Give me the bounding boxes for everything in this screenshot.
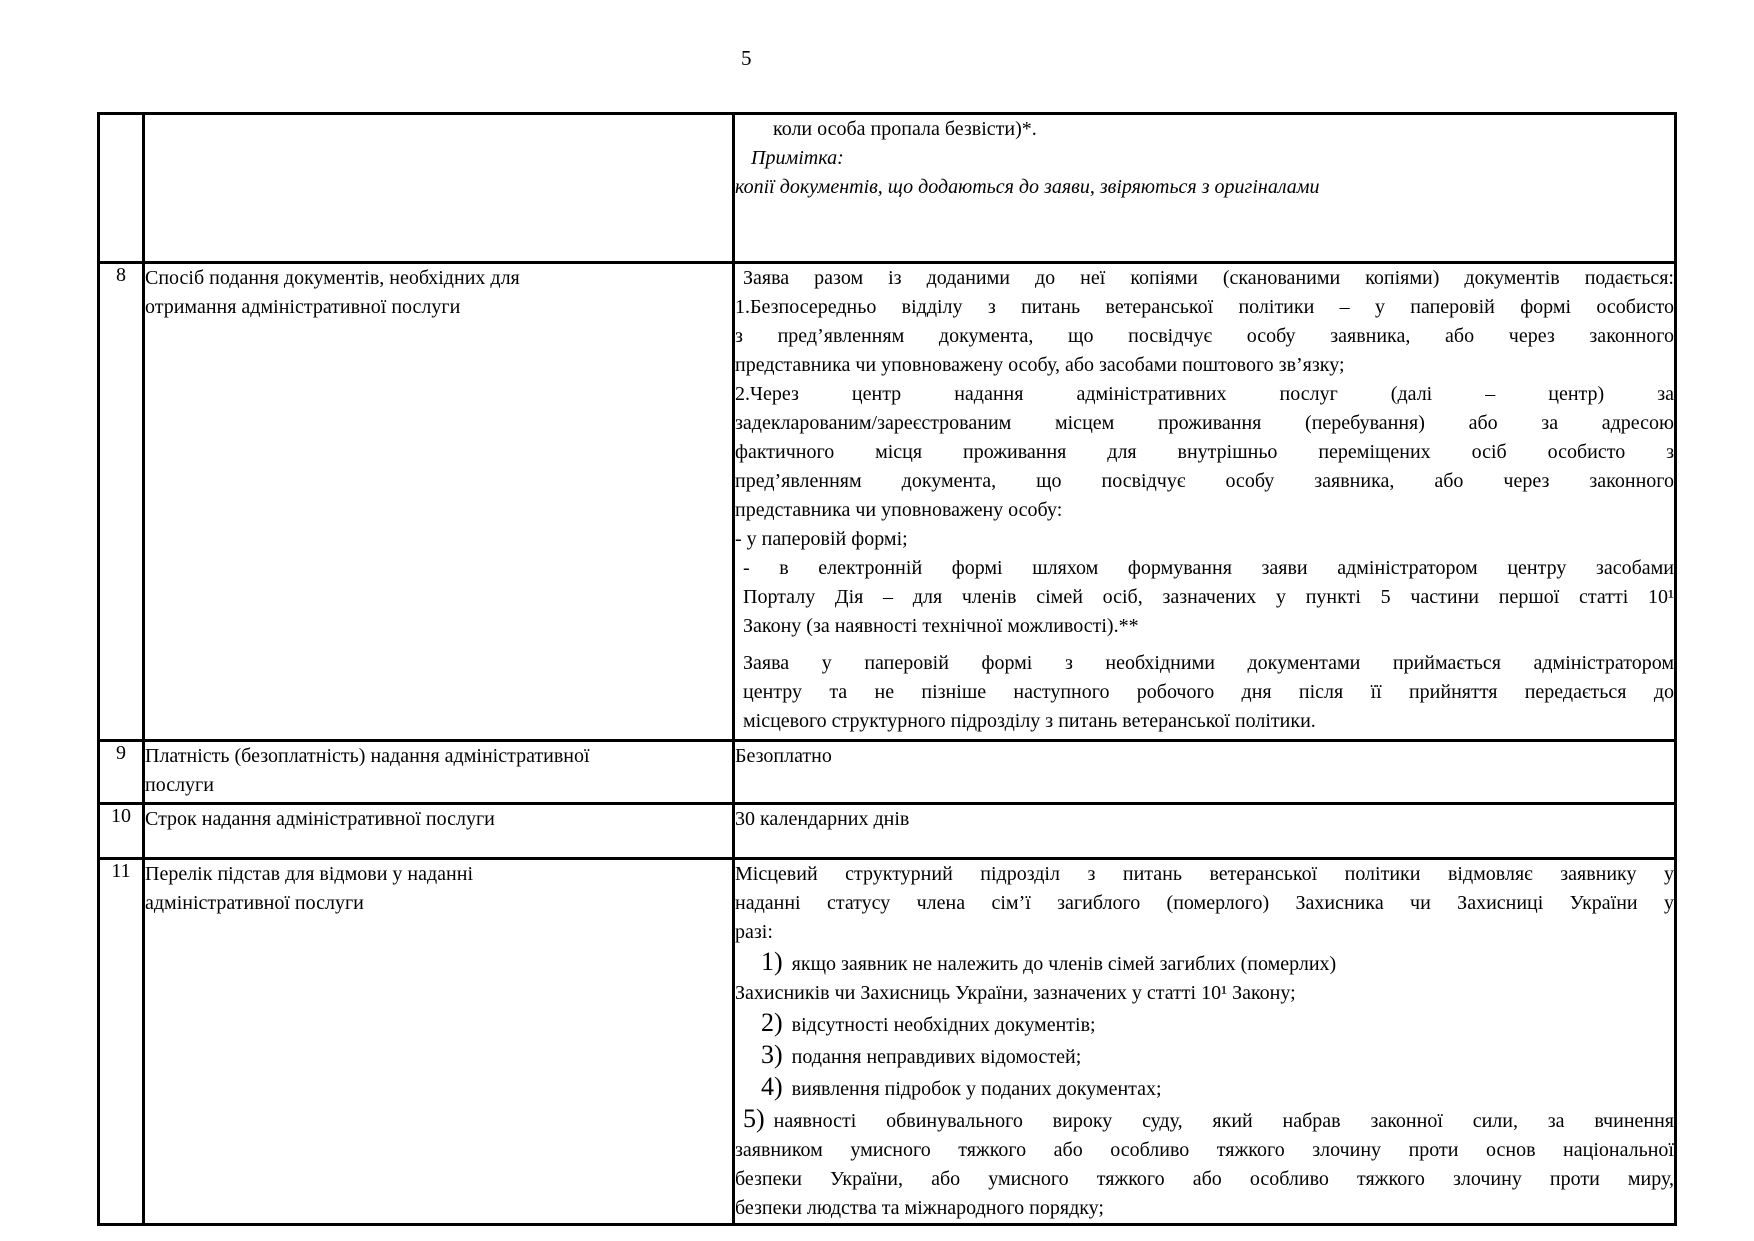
row-content bbox=[734, 114, 1676, 263]
text-line: з пред’явленням документа, що посвідчує особу заявника, або через законного bbox=[735, 325, 1674, 347]
text-line: пред’явленням документа, що посвідчує особу заявника, або через законного bbox=[735, 470, 1674, 492]
text-line: представника чи уповноважену особу, або засобами поштового зв’язку; bbox=[735, 354, 1345, 376]
row-content bbox=[734, 804, 1676, 859]
row-label bbox=[144, 859, 734, 1225]
row-number: 11 bbox=[99, 859, 144, 1225]
item-number: 2) bbox=[761, 1008, 783, 1037]
text-line: 2.Через центр надання адміністративних послуг (далі – центр) за bbox=[735, 383, 1674, 405]
label-line: послуги bbox=[145, 774, 214, 796]
row-number bbox=[99, 114, 144, 263]
text-line: 4) виявлення підробок у поданих документах; bbox=[761, 1072, 1162, 1101]
row-content bbox=[734, 859, 1676, 1225]
row-number: 8 bbox=[99, 263, 144, 741]
text-line: - у паперовій формі; bbox=[735, 528, 908, 550]
item-number: 1) bbox=[761, 947, 783, 976]
label-line: отримання адміністративної послуги bbox=[145, 296, 461, 318]
row-number: 10 bbox=[99, 804, 144, 859]
text-line: представника чи уповноважену особу: bbox=[735, 499, 1063, 521]
text-line: Заява разом із доданими до неї копіями (сканованими копіями) документів подається: bbox=[743, 267, 1674, 289]
row-content bbox=[734, 263, 1676, 741]
row-content bbox=[734, 741, 1676, 804]
label-line: адміністративної послуги bbox=[145, 892, 364, 914]
text-line: 5) наявності обвинувального вироку суду, який набрав законної сили, за вчинення bbox=[743, 1104, 1674, 1133]
row-label bbox=[144, 804, 734, 859]
text-line: 1) якщо заявник не належить до членів сімей загиблих (померлих) bbox=[761, 947, 1337, 976]
row-label bbox=[144, 741, 734, 804]
item-number: 3) bbox=[761, 1040, 783, 1069]
row-label bbox=[144, 263, 734, 741]
admin-service-table bbox=[97, 112, 1677, 1226]
table-row bbox=[99, 263, 1676, 741]
text-line: 1.Безпосередньо відділу з питань ветеранської політики – у паперовій формі особисто bbox=[735, 296, 1674, 318]
table-row bbox=[99, 741, 1676, 804]
text-line: безпеки України, або умисного тяжкого або особливо тяжкого злочину проти миру, bbox=[735, 1168, 1674, 1190]
item-number: 4) bbox=[761, 1072, 783, 1101]
table-row bbox=[99, 114, 1676, 263]
text-line: 30 календарних днів bbox=[735, 808, 910, 830]
label-line: Спосіб подання документів, необхідних для bbox=[145, 267, 520, 289]
text-line: місцевого структурного підрозділу з питань ветеранської політики. bbox=[743, 710, 1316, 732]
text-line: копії документів, що додаються до заяви, звіряються з оригіналами bbox=[735, 176, 1320, 198]
text-line: заявником умисного тяжкого або особливо тяжкого злочину проти основ національної bbox=[735, 1139, 1674, 1161]
text-line: 2) відсутності необхідних документів; bbox=[761, 1008, 1096, 1037]
item-number: 5) bbox=[743, 1104, 765, 1133]
text-line: Місцевий структурний підрозділ з питань ветеранської політики відмовляє заявнику у bbox=[735, 863, 1674, 885]
text-line: - в електронній формі шляхом формування заяви адміністратором центру засобами bbox=[743, 557, 1674, 579]
text-line: фактичного місця проживання для внутрішньо переміщених осіб особисто з bbox=[735, 441, 1674, 463]
text-line: задекларованим/зареєстрованим місцем проживання (перебування) або за адресою bbox=[735, 412, 1674, 434]
text-line: Захисників чи Захисниць України, зазначених у статті 10¹ Закону; bbox=[735, 982, 1296, 1004]
service-table-body bbox=[99, 114, 1676, 1225]
table-row bbox=[99, 804, 1676, 859]
page-number: 5 bbox=[741, 46, 752, 70]
text-line: коли особа пропала безвісти)*. bbox=[773, 118, 1037, 140]
label-line: Строк надання адміністративної послуги bbox=[145, 808, 495, 830]
text-line: безпеки людства та міжнародного порядку; bbox=[735, 1197, 1104, 1219]
text-line: наданні статусу члена сім’ї загиблого (померлого) Захисника чи Захисниці України у bbox=[735, 892, 1674, 914]
label-line: Платність (безоплатність) надання адміністративної bbox=[145, 745, 590, 767]
text-line: Заява у паперовій формі з необхідними документами приймається адміністратором bbox=[743, 652, 1674, 674]
text-line: Порталу Дія – для членів сімей осіб, зазначених у пункті 5 частини першої статті 10¹ bbox=[743, 586, 1674, 608]
label-line: Перелік підстав для відмови у наданні bbox=[145, 863, 473, 885]
text-line: Безоплатно bbox=[735, 745, 832, 767]
table-row bbox=[99, 859, 1676, 1225]
text-line: Закону (за наявності технічної можливості).** bbox=[743, 615, 1139, 637]
text-line: разі: bbox=[735, 921, 773, 943]
text-line: центру та не пізніше наступного робочого дня після її прийняття передається до bbox=[743, 681, 1674, 703]
row-label bbox=[144, 114, 734, 263]
text-line: 3) подання неправдивих відомостей; bbox=[761, 1040, 1082, 1069]
row-number: 9 bbox=[99, 741, 144, 804]
text-line: Примітка: bbox=[751, 147, 844, 169]
